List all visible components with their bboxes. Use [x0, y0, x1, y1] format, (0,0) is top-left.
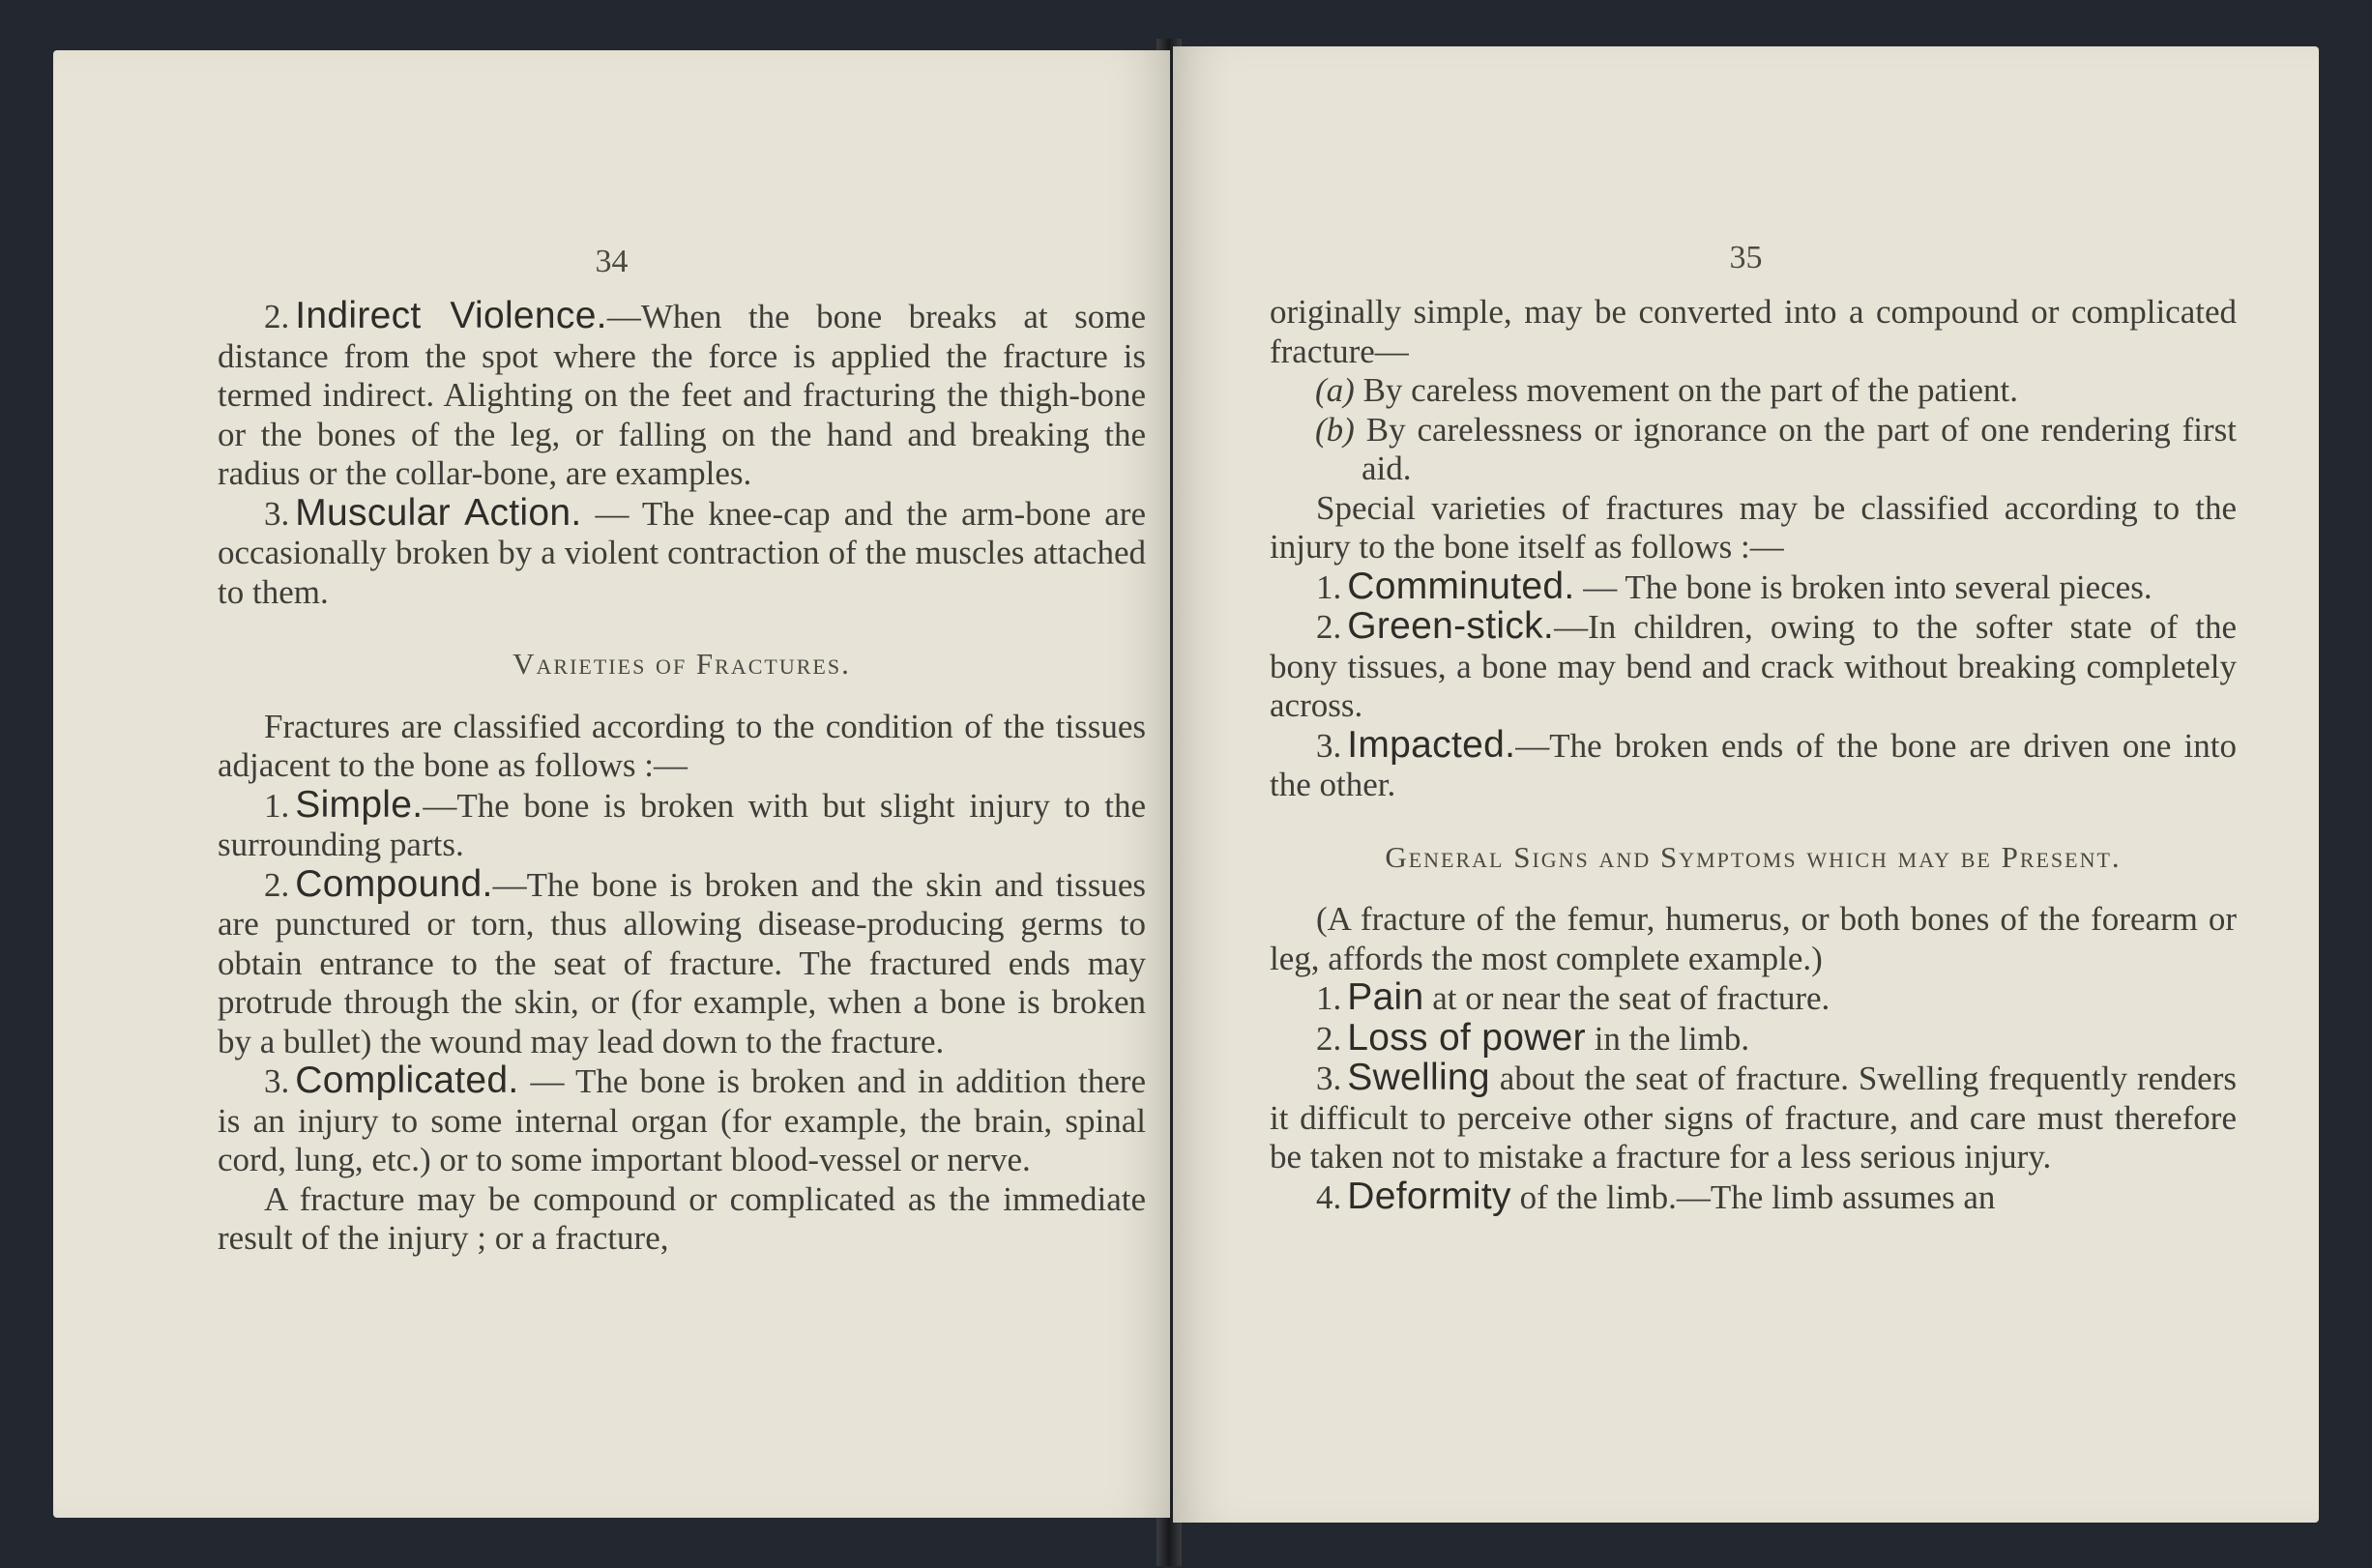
sub-item-text: By carelessness or ignorance on the part of one rendering first aid. — [1362, 410, 2238, 487]
item-number: 2. — [264, 298, 290, 335]
item-number: 3. — [264, 1062, 290, 1100]
page-number: 34 — [595, 244, 629, 279]
item-text: at or near the seat of fracture. — [1423, 979, 1830, 1017]
item-number: 2. — [264, 865, 290, 904]
item-text: about the seat of fracture. Swelling frequently renders it difficult to perceive other signs of fracture, and care must therefore be taken not to mistake a fracture for a less serious injury. — [1270, 1060, 2237, 1176]
list-item-compound — [218, 862, 1146, 1062]
paragraph-indirect-violence — [218, 297, 1146, 494]
item-heading: Impacted. — [1347, 723, 1516, 766]
paragraph-parenthetical: (A fracture of the femur, humerus, or both bones of the forearm or leg, affords the most complete example.) — [1270, 900, 2237, 977]
list-item-simple — [218, 783, 1146, 865]
left-text-block — [218, 297, 1146, 1259]
item-number: 3. — [1316, 1060, 1342, 1097]
item-heading: Complicated. — [295, 1060, 519, 1101]
paragraph-muscular-action — [218, 491, 1146, 613]
sub-item-label: (b) — [1315, 410, 1355, 449]
right-page — [1173, 46, 2319, 1523]
item-text: —When the bone breaks at some distance from the spot where the force is applied the fracture is termed indirect. Alighting on the feet and fracturing the thigh-bone or the bones of the leg, or falling on the hand and breaking the radius or the collar-bone, are examples. — [218, 298, 1146, 492]
list-item-impacted — [1270, 723, 2237, 805]
item-heading: Simple. — [295, 783, 424, 826]
item-number: 1. — [1316, 567, 1342, 606]
item-heading: Indirect Violence. — [295, 295, 607, 336]
item-heading: Swelling — [1347, 1057, 1490, 1098]
item-heading: Muscular Action. — [295, 491, 582, 534]
item-heading: Deformity — [1347, 1175, 1511, 1217]
sign-item-loss-of-power — [1270, 1016, 2237, 1060]
sub-item-a — [1270, 371, 2237, 411]
item-number: 2. — [1316, 1019, 1342, 1058]
item-number: 1. — [264, 786, 290, 825]
list-item-green-stick — [1270, 607, 2237, 726]
item-text: of the limb.—The limb assumes an — [1510, 1177, 1996, 1216]
item-text: — The knee-cap and the arm-bone are occasionally broken by a violent contraction of the muscles attached to them. — [218, 494, 1146, 611]
page-number: 35 — [1729, 240, 1763, 276]
list-item-comminuted — [1270, 567, 2237, 608]
paragraph-special-varieties: Special varieties of fractures may be classified according to the injury to the bone itself as follows :— — [1270, 488, 2237, 566]
item-number: 3. — [264, 494, 290, 533]
item-number: 1. — [1316, 979, 1342, 1017]
left-page — [53, 50, 1170, 1518]
list-item-complicated — [218, 1061, 1146, 1180]
paragraph-continuation: originally simple, may be converted into a compound or complicated fracture— — [1270, 293, 2237, 370]
item-text: —In children, owing to the softer state of the bony tissues, a bone may bend and crack without breaking completely across. — [1270, 608, 2237, 724]
item-text: —The bone is broken and the skin and tissues are punctured or torn, thus allowing disease-producing germs to obtain entrance to the seat of fracture. The fractured ends may protrude through the skin, or (for example, when a bone is broken by a bullet) the wound may lead down to the fracture. — [218, 865, 1146, 1060]
sub-item-label: (a) — [1315, 371, 1355, 409]
sub-item-text: By careless movement on the part of the patient. — [1362, 371, 2018, 409]
right-text-block — [1270, 293, 2237, 1217]
item-number: 3. — [1316, 726, 1342, 765]
item-heading: Compound. — [295, 862, 493, 905]
section-heading-varieties: Varieties of Fractures. — [512, 647, 851, 681]
item-heading: Loss of power — [1347, 1016, 1586, 1059]
item-heading: Pain — [1347, 976, 1424, 1018]
item-text: —The broken ends of the bone are driven one into the other. — [1270, 726, 2237, 803]
item-text: — The bone is broken into several pieces. — [1574, 567, 2152, 606]
paragraph-intro: Fractures are classified according to the condition of the tissues adjacent to the bone as follows :— — [218, 707, 1146, 784]
sign-item-swelling — [1270, 1059, 2237, 1177]
item-text: — The bone is broken and in addition there is an injury to some internal organ (for example, the brain, spinal cord, lung, etc.) or to some important blood-vessel or nerve. — [218, 1062, 1146, 1178]
sign-item-pain — [1270, 978, 2237, 1019]
sub-item-b — [1270, 411, 2237, 489]
sign-item-deformity — [1270, 1177, 2237, 1218]
item-number: 2. — [1316, 608, 1342, 646]
section-heading-signs: General Signs and Symptoms which may be Present. — [1385, 839, 2122, 874]
item-heading: Comminuted. — [1347, 565, 1575, 607]
item-heading: Green-stick. — [1347, 605, 1555, 647]
item-number: 4. — [1316, 1177, 1342, 1216]
paragraph-closing: A fracture may be compound or complicated as the immediate result of the injury ; or a fracture, — [218, 1179, 1146, 1257]
item-text: —The bone is broken with but slight injury to the surrounding parts. — [218, 786, 1146, 863]
item-text: in the limb. — [1585, 1019, 1750, 1058]
